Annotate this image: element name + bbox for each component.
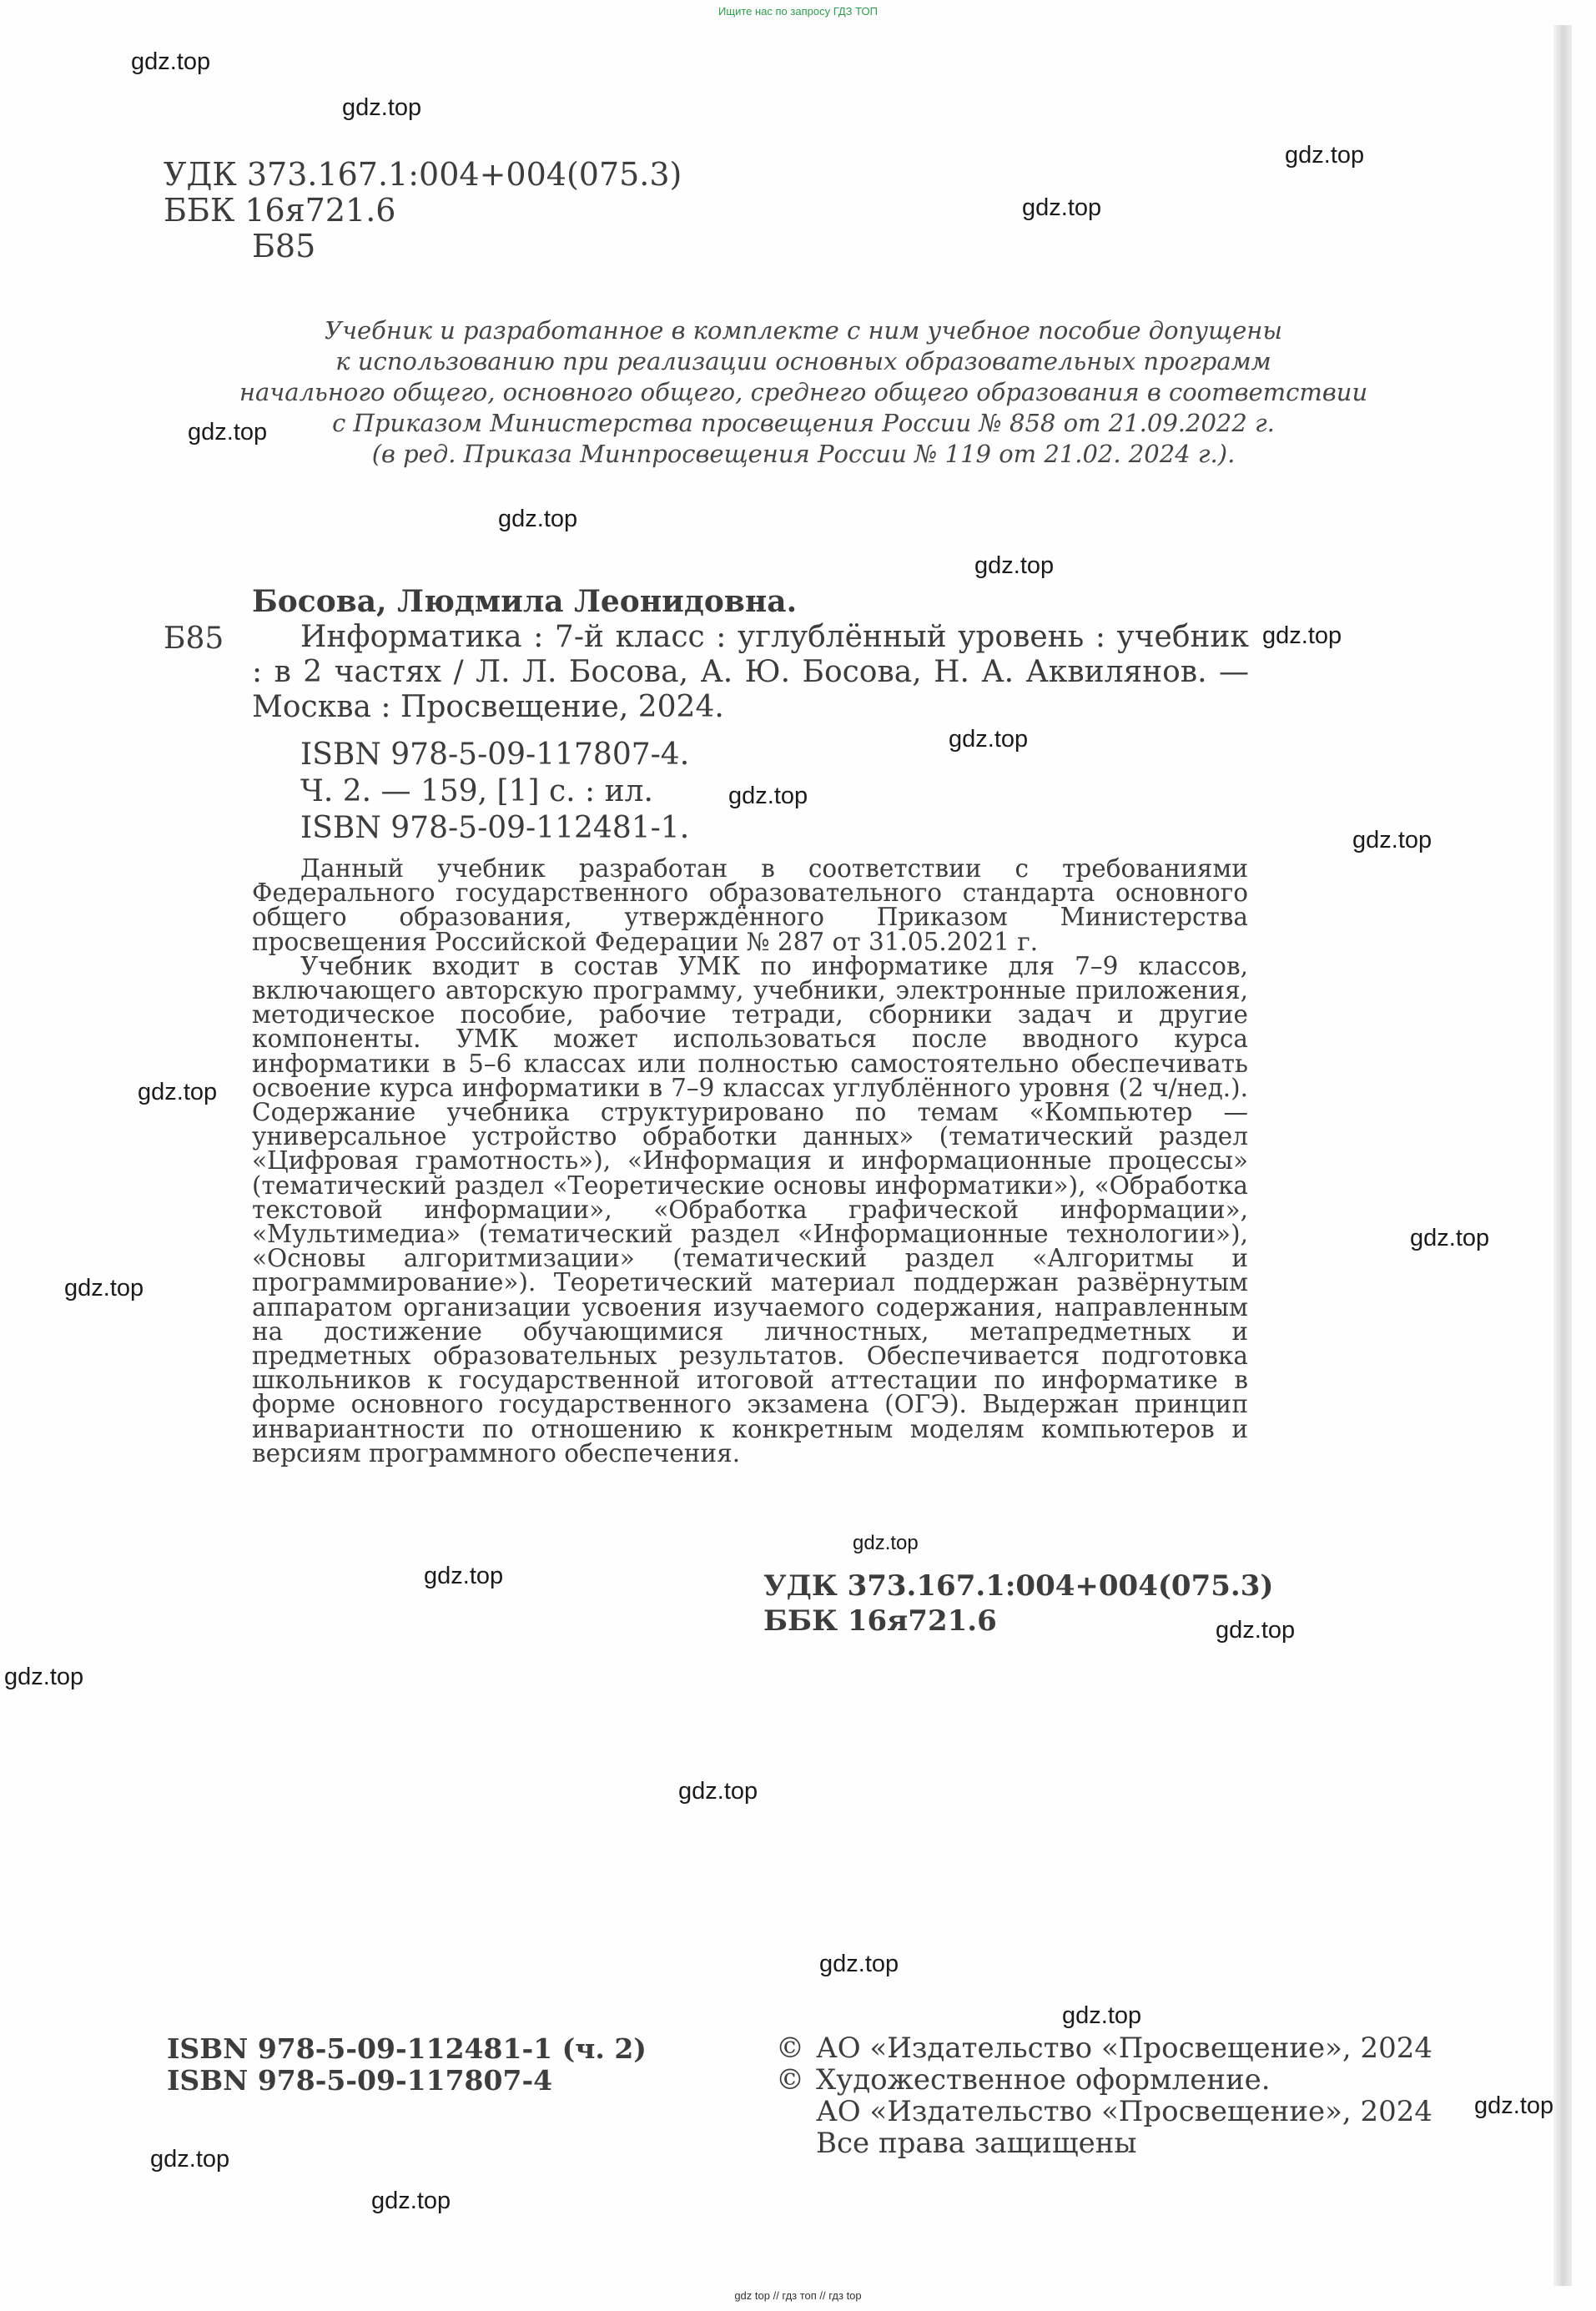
watermark: gdz.top (1352, 827, 1432, 853)
watermark: gdz.top (138, 1079, 218, 1105)
approval-line: (в ред. Приказа Минпросвещения России № 119 от 21.02. 2024 г.). (371, 440, 1236, 468)
rights-reserved: Все права защищены (816, 2127, 1137, 2160)
watermark: gdz.top (64, 1275, 144, 1302)
watermark: gdz.top (1262, 622, 1342, 649)
watermark: gdz.top (1022, 194, 1102, 221)
annotation (252, 854, 1248, 1468)
bibliographic-record (252, 620, 1249, 725)
watermark: gdz.top (1062, 2002, 1142, 2029)
isbn-line: ISBN 978-5-09-112481-1 (ч. 2) (167, 2032, 647, 2065)
approval-line: Учебник и разработанное в комплекте с ним учебное пособие допущены (324, 316, 1283, 345)
copyright-line: АО «Издательство «Просвещение», 2024 (816, 2032, 1433, 2065)
biblio-text: Информатика : 7-й класс : углублённый уровень : учебник : в 2 частях / Л. Л. Босова, А. Ю. Босова, Н. А. Аквилянов. — Москва : Просвещение, 2024. (252, 620, 1249, 724)
annotation-paragraph: Учебник входит в состав УМК по информатике для 7–9 классов, включающего авторскую программу, учебники, электронные приложения, методическое пособие, рабочие тетради, сборники задач и другие компоненты. УМК может использоваться после вводного курса информатики в 5–6 классах или полностью самостоятельно обеспечивать освоение курса информатики в 7–9 классах углублённого уровня (2 ч/нед.). Содержание учебника структурировано по темам «Компьютер — универсальное устройство обработки данных» (тематический раздел «Цифровая грамотность»), «Информация и информационные процессы» (тематический раздел «Теоретические основы информатики»), «Обработка текстовой информации», «Обработка графической информации», «Мультимедиа» (тематический раздел «Информационные технологии»), «Основы алгоритмизации» (тематический раздел «Алгоритмы и программирование»). Теоретический материал поддержан развёрнутым аппаратом организации усвоения изучаемого содержания, направленным на достижение обучающимися личностных, метапредметных и предметных образовательных результатов. Обеспечивается подготовка школьников к государственной итоговой аттестации по информатике в форме основного государственного экзамена (ОГЭ). Выдержан принцип инвариантности по отношению к конкретным моделям компьютеров и версиям программного обеспечения. (252, 951, 1248, 1468)
isbn-bottom-block (167, 2033, 647, 2097)
page-edge-shadow (1553, 25, 1572, 2286)
copyright-line: Художественное оформление. (816, 2063, 1271, 2097)
author-mark: Б85 (252, 228, 316, 264)
watermark: gdz.top (131, 48, 211, 75)
watermark: gdz.top (371, 2188, 451, 2214)
approval-line: начального общего, основного общего, среднего общего образования в соответствии (239, 378, 1368, 406)
watermark: gdz.top (1474, 2092, 1554, 2119)
copyright-icon: © (776, 2063, 804, 2097)
watermark: gdz.top (498, 506, 578, 532)
bbk-code: ББК 16я721.6 (763, 1604, 997, 1638)
annotation-paragraph: Данный учебник разработан в соответствии с требованиями Федерального государственного образовательного стандарта основного общего образования, утверждённого Приказом Министерства просвещения Российской Федерации № 287 от 31.05.2021 г. (252, 854, 1248, 956)
watermark: gdz.top (853, 1532, 919, 1554)
watermark: gdz.top (1216, 1617, 1296, 1644)
isbn-line: ISBN 978-5-09-117807-4. (300, 738, 690, 772)
watermark: gdz.top (424, 1563, 504, 1589)
watermark: gdz.top (4, 1664, 84, 1690)
classification-codes-bottom (763, 1568, 1274, 1639)
approval-line: к использованию при реализации основных образовательных программ (335, 347, 1271, 375)
copyright-line: АО «Издательство «Просвещение», 2024 (816, 2095, 1433, 2128)
side-author-mark: Б85 (164, 622, 224, 656)
bbk-code: ББК 16я721.6 (164, 192, 396, 229)
isbn-line: ISBN 978-5-09-112481-1. (300, 811, 690, 845)
watermark: gdz.top (678, 1778, 758, 1805)
classification-codes (164, 157, 682, 264)
watermark: gdz.top (974, 552, 1055, 579)
watermark: gdz.top (150, 2146, 230, 2173)
author-heading: Босова, Людмила Леонидовна. (252, 584, 798, 619)
watermark: gdz.top (342, 94, 422, 121)
approval-notice (215, 315, 1392, 470)
top-note: Ищите нас по запросу ГДЗ ТОП (718, 5, 878, 18)
watermark: gdz.top (188, 419, 268, 446)
part-info-line: Ч. 2. — 159, [1] с. : ил. (300, 774, 653, 808)
copyright-icon: © (776, 2032, 804, 2065)
watermark: gdz.top (1285, 142, 1365, 169)
approval-line: с Приказом Министерства просвещения России № 858 от 21.09.2022 г. (332, 409, 1275, 437)
watermark: gdz.top (728, 783, 808, 809)
udk-code: УДК 373.167.1:004+004(075.3) (763, 1569, 1274, 1603)
copyright-block (776, 2032, 1432, 2159)
isbn-line: ISBN 978-5-09-117807-4 (167, 2064, 553, 2097)
watermark: gdz.top (1410, 1225, 1490, 1251)
watermark: gdz.top (819, 1951, 899, 1977)
bottom-note: gdz top // гдз топ // гдз top (734, 2289, 862, 2302)
watermark: gdz.top (949, 726, 1029, 753)
udk-code: УДК 373.167.1:004+004(075.3) (164, 156, 682, 193)
isbn-block (300, 737, 689, 847)
